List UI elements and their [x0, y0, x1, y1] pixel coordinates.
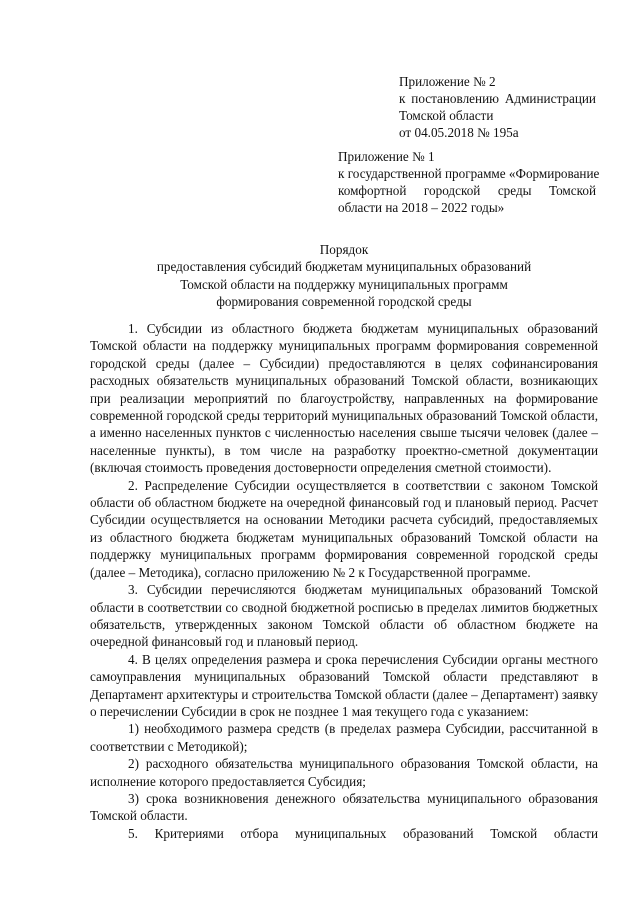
annex-1-title: Приложение № 1 — [338, 149, 435, 164]
annex-2-title: Приложение № 2 — [399, 74, 496, 89]
subitem-2: 2) расходного обязательства муниципального образования Томской области, на исполнение которого предоставляется Субсидия; — [90, 756, 598, 789]
annex-2-resolution: к постановлению Администрации — [399, 91, 596, 106]
title-line-2: Томской области на поддержку муниципальных программ — [180, 276, 508, 292]
title-line-1: предоставления субсидий бюджетам муниципальных образований — [156, 259, 532, 275]
title-heading: Порядок — [319, 242, 369, 257]
annex-1-program-line-2: комфортной городской среды Томской — [338, 183, 596, 198]
document-body — [90, 320, 598, 842]
paragraph-2: 2. Распределение Субсидии осуществляется в соответствии с законом Томской области об областном бюджете на очередной финансовый год и плановый период. Расчет Субсидии осуществляется на основании Методики расчета субсидий, предоставляемых из областного бюджета бюджетам муниципальных образований Томской области на поддержку муниципальных программ формирования современной городской среды (далее – Методика), согласно приложению № 2 к Государственной программе. — [90, 477, 598, 580]
subitem-3: 3) срока возникновения денежного обязательства муниципального образования Томской области. — [90, 790, 598, 824]
annex-1-header — [338, 148, 600, 216]
paragraph-5: 5. Критериями отбора муниципальных образований Томской области — [128, 825, 598, 841]
annex-1-program-line-3: области на 2018 – 2022 годы» — [338, 200, 505, 215]
paragraph-1: 1. Субсидии из областного бюджета бюджетам муниципальных образований Томской области на поддержку муниципальных программ формирования современной городской среды (далее – Субсидии) предоставляются в целях софинансирования расходных обязательств муниципальных образований Томской области, возникающих при реализации мероприятий по благоустройству, направленных на формирование современной городской среды территорий муниципальных образований Томской области, а именно населенных пунктов с численностью населения свыше тысячи человек (далее – населенные пункты), в том числе на разработку проектно-сметной документации (включая стоимость проведения достоверности определения сметной стоимости). — [90, 321, 598, 476]
subitem-1: 1) необходимого размера средств (в пределах размера Субсидии, рассчитанной в соответствии с Методикой); — [90, 721, 598, 754]
annex-1-program-line-1: к государственной программе «Формирование — [338, 166, 600, 181]
annex-2-region: Томской области — [399, 108, 494, 123]
annex-2-date-number: от 04.05.2018 № 195а — [399, 125, 519, 140]
title-line-3: формирования современной городской среды — [216, 294, 472, 310]
document-title — [90, 241, 598, 311]
annex-2-header — [399, 73, 596, 141]
paragraph-3: 3. Субсидии перечисляются бюджетам муниципальных образований Томской области в соответствии со сводной бюджетной росписью в пределах лимитов бюджетных обязательств, утвержденных законом Томской области об областном бюджете на очередной финансовый год и плановый период. — [90, 582, 598, 650]
paragraph-4: 4. В целях определения размера и срока перечисления Субсидии органы местного самоуправления муниципальных образований Томской области представляют в Департамент архитектуры и строительства Томской области (далее – Департамент) заявку о перечислении Субсидии в срок не позднее 1 мая текущего года с указанием: — [90, 651, 598, 719]
